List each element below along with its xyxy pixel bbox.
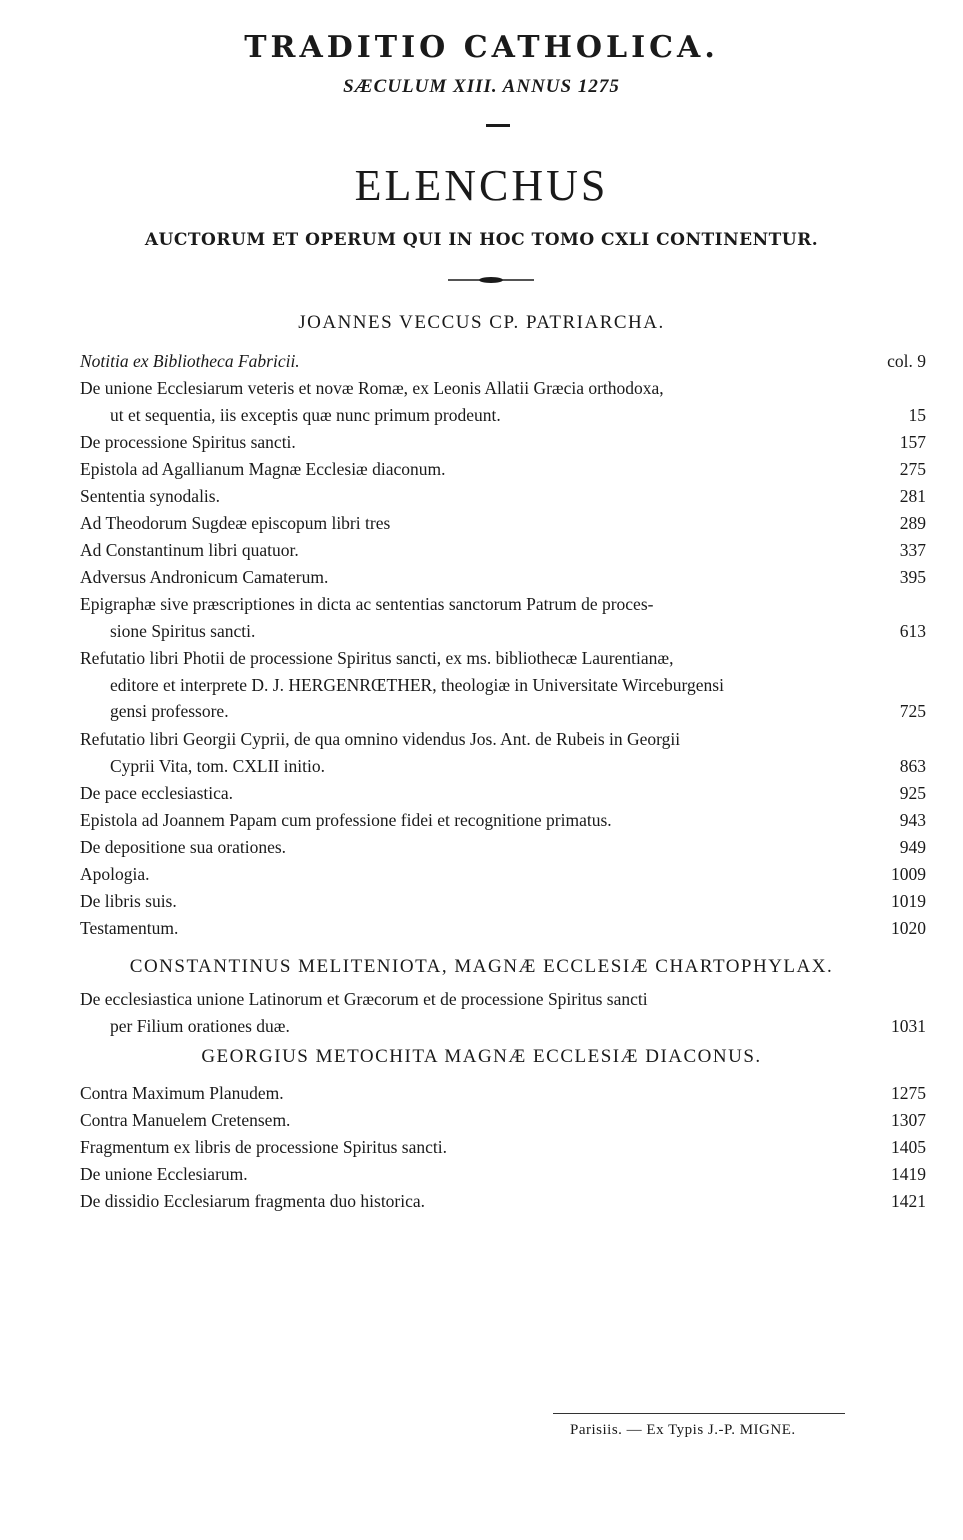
entry-column-number: 157: [899, 432, 926, 452]
entry-text-line: Ad Constantinum libri quatuor.: [80, 540, 299, 560]
contents-entry: [80, 861, 926, 888]
entry-column-number: 337: [899, 540, 926, 560]
entry-text-line: Epistola ad Agallianum Magnæ Ecclesiæ diaconum.: [80, 459, 446, 479]
entry-text-line: De unione Ecclesiarum veteris et novæ Romæ, ex Leonis Allatii Græcia orthodoxa,: [80, 378, 664, 398]
entry-text-line: De processione Spiritus sancti.: [80, 432, 296, 452]
contents-entry: [80, 483, 926, 510]
entry-text-line: De pace ecclesiastica.: [80, 783, 234, 803]
imprint: Parisiis. — Ex Typis J.-P. MIGNE.: [570, 1422, 796, 1438]
header-dash: [486, 124, 510, 127]
entry-text-line: ut et sequentia, iis exceptis quæ nunc primum prodeunt.: [110, 404, 501, 425]
section-heading: JOANNES VECCUS CP. PATRIARCHA.: [298, 312, 665, 333]
entry-text-line: De depositione sua orationes.: [80, 837, 287, 857]
entry-text-line: Ad Theodorum Sugdeæ episcopum libri tres: [80, 513, 391, 533]
entry-column-number: 1421: [891, 1191, 926, 1211]
entry-text-line: De libris suis.: [80, 891, 177, 911]
contents-entry: [80, 1134, 926, 1161]
contents-entry: [80, 348, 926, 375]
entry-column-number: 1020: [891, 918, 926, 938]
contents-entry: [80, 645, 926, 725]
entry-text-line: Fragmentum ex libris de processione Spiritus sancti.: [80, 1137, 447, 1157]
entry-text-line: De unione Ecclesiarum.: [80, 1164, 248, 1184]
entry-text-line: Testamentum.: [80, 918, 179, 938]
entry-column-number: 1009: [891, 864, 926, 884]
contents-entry: [80, 1161, 926, 1188]
entry-text-line: Adversus Andronicum Camaterum.: [80, 567, 329, 587]
contents-entry: [80, 780, 926, 807]
entry-text-line: De ecclesiastica unione Latinorum et Græcorum et de processione Spiritus sancti: [80, 989, 648, 1009]
entry-text-line: Apologia.: [80, 864, 150, 884]
contents-entry: [80, 510, 926, 537]
entry-column-number: 949: [899, 837, 926, 857]
entry-text-line: sione Spiritus sancti.: [110, 620, 256, 641]
entry-column-number: 943: [899, 810, 926, 830]
contents-entry: [80, 915, 926, 942]
entry-column-number: 395: [899, 567, 926, 587]
entry-text-line: De dissidio Ecclesiarum fragmenta duo historica.: [80, 1191, 426, 1211]
entry-column-number: 289: [899, 513, 926, 533]
entry-text-line: Cyprii Vita, tom. CXLII initio.: [110, 755, 325, 776]
entry-text-line: gensi professore.: [110, 701, 229, 721]
contents-entry: [80, 1107, 926, 1134]
section-heading: CONSTANTINUS MELITENIOTA, MAGNÆ ECCLESIÆ CHARTOPHYLAX.: [129, 956, 834, 977]
entry-column-number: 1275: [891, 1083, 926, 1103]
entry-column-number: 1019: [891, 891, 926, 911]
entry-text-line: editore et interprete D. J. HERGENRŒTHER, theologiæ in Universitate Wirceburgensi: [110, 674, 724, 695]
entry-column-number: 281: [899, 486, 926, 506]
contents-entry: [80, 456, 926, 483]
contents-line: AUCTORUM ET OPERUM QUI IN HOC TOMO CXLI CONTINENTUR.: [144, 230, 819, 250]
ornament-divider: [448, 276, 534, 284]
entry-column-number: 15: [908, 404, 926, 425]
section-heading: GEORGIUS METOCHITA MAGNÆ ECCLESIÆ DIACONUS.: [201, 1046, 762, 1067]
entry-text-line: Epigraphæ sive præscriptiones in dicta ac sententias sanctorum Patrum de proces-: [80, 594, 654, 614]
contents-entry: [80, 591, 926, 644]
entry-text-line: Contra Maximum Planudem.: [80, 1083, 284, 1103]
contents-entry: [80, 564, 926, 591]
contents-entry: [80, 726, 926, 779]
entry-text-line: Refutatio libri Photii de processione Spiritus sancti, ex ms. bibliothecæ Laurentianæ,: [80, 648, 674, 668]
entry-column-number: 613: [899, 620, 926, 641]
entry-text-line: Sententia synodalis.: [80, 486, 220, 506]
entry-text-line: Notitia ex Bibliotheca Fabricii.: [80, 351, 300, 371]
entry-column-number: 863: [899, 755, 926, 776]
contents-entry: [80, 986, 926, 1039]
main-title: ELENCHUS: [354, 161, 609, 210]
contents-entry: [80, 537, 926, 564]
contents-entry: [80, 807, 926, 834]
entry-column-number: 725: [899, 701, 926, 721]
page-header-title: TRADITIO CATHOLICA.: [244, 30, 719, 65]
entry-text-line: Contra Manuelem Cretensem.: [80, 1110, 291, 1130]
entry-text-line: per Filium orationes duæ.: [110, 1015, 290, 1036]
footer-rule: [553, 1413, 845, 1414]
entry-text-line: Epistola ad Joannem Papam cum professione fidei et recognitione primatus.: [80, 810, 612, 830]
contents-entry: [80, 1188, 926, 1215]
contents-entry: [80, 888, 926, 915]
entry-column-number: col. 9: [887, 351, 926, 371]
contents-entry: [80, 429, 926, 456]
entry-column-number: 275: [899, 459, 926, 479]
page-header-subtitle: SÆCULUM XIII. ANNUS 1275: [343, 76, 620, 97]
contents-entry: [80, 1080, 926, 1107]
entry-column-number: 1031: [891, 1015, 926, 1036]
entry-column-number: 1405: [891, 1137, 926, 1157]
entry-column-number: 925: [899, 783, 926, 803]
entry-text-line: Refutatio libri Georgii Cyprii, de qua omnino videndus Jos. Ant. de Rubeis in Georgii: [80, 729, 681, 749]
contents-entry: [80, 375, 926, 428]
entry-column-number: 1419: [891, 1164, 926, 1184]
entry-column-number: 1307: [891, 1110, 926, 1130]
contents-entry: [80, 834, 926, 861]
